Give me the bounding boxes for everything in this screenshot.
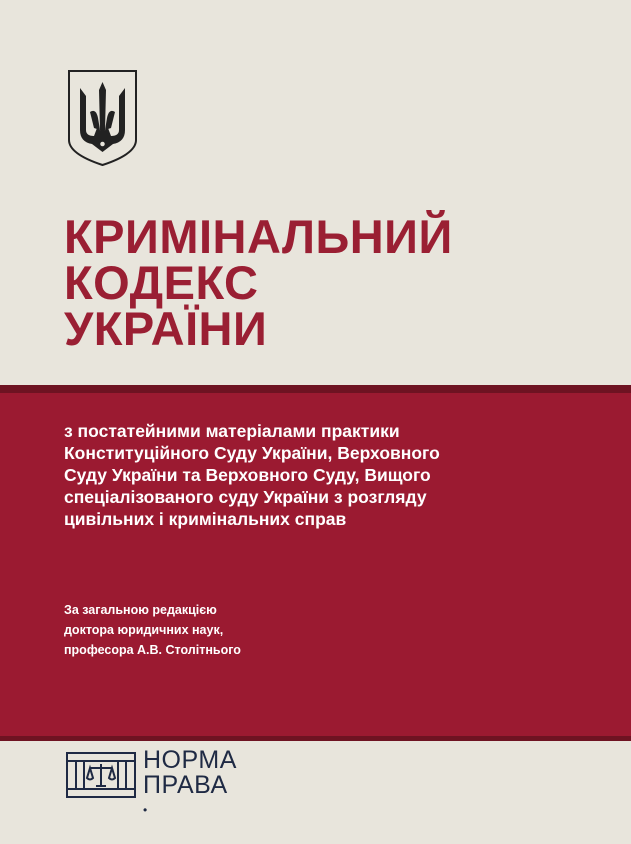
publisher-line-2 bbox=[143, 773, 237, 823]
subtitle-line-3: Суду України та Верховного Суду, Вищого bbox=[64, 465, 431, 485]
publisher-line-2-text: ПРАВА bbox=[143, 771, 228, 799]
title-line-3: УКРАЇНИ bbox=[64, 302, 268, 355]
editor-credit bbox=[64, 600, 241, 660]
cover-divider bbox=[0, 385, 631, 393]
editor-line-3: професора А.В. Столітнього bbox=[64, 643, 241, 657]
subtitle-line-1: з постатейними матеріалами практики bbox=[64, 421, 400, 441]
book-subtitle bbox=[64, 420, 609, 530]
publisher-mark: • bbox=[143, 803, 148, 817]
scales-columns-logo-icon bbox=[66, 752, 136, 798]
editor-line-1: За загальною редакцією bbox=[64, 603, 217, 617]
title-line-2: КОДЕКС bbox=[64, 256, 259, 309]
bottom-band-divider bbox=[0, 736, 631, 741]
publisher-name bbox=[143, 748, 237, 823]
subtitle-line-4: спеціалізованого суду України з розгляду bbox=[64, 487, 427, 507]
title-line-1: КРИМІНАЛЬНИЙ bbox=[64, 210, 453, 263]
editor-line-2: доктора юридичних наук, bbox=[64, 623, 224, 637]
publisher-line-1: НОРМА bbox=[143, 746, 237, 774]
trident-coat-of-arms-icon bbox=[66, 68, 139, 168]
book-title bbox=[64, 210, 453, 355]
subtitle-line-5: цивільних і кримінальних справ bbox=[64, 509, 347, 529]
subtitle-line-2: Конституційного Суду України, Верховного bbox=[64, 443, 440, 463]
